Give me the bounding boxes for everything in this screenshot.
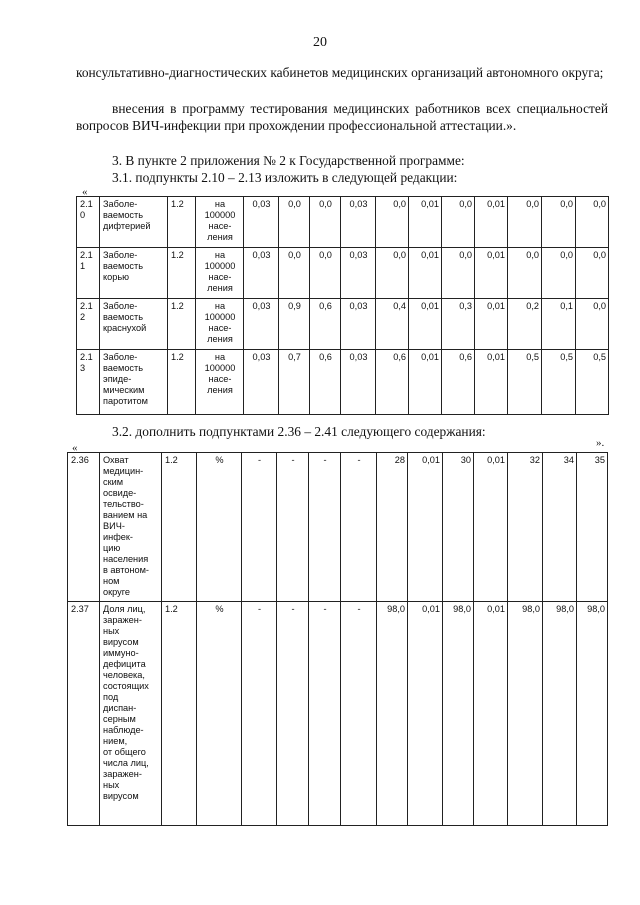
value-cell: 98,0 xyxy=(508,602,543,826)
value-cell: 0,03 xyxy=(341,197,376,248)
value-cell: 0,7 xyxy=(279,350,310,415)
table-row xyxy=(77,197,609,248)
value-cell: 0,01 xyxy=(409,197,442,248)
value-cell: 0,01 xyxy=(475,299,508,350)
intro-paragraph-2: внесения в программу тестирования медицинских работников всех специальностей вопросов ВИЧ-инфекции при прохождении профессиональной аттестации.». xyxy=(76,101,608,133)
row-number-cell: 2.11 xyxy=(77,248,100,299)
value-cell: 0,03 xyxy=(244,350,279,415)
value-cell: 0,01 xyxy=(408,453,443,602)
row-number-cell: 2.10 xyxy=(77,197,100,248)
code-cell: 1.2 xyxy=(168,197,196,248)
value-cell: 30 xyxy=(443,453,474,602)
table-row xyxy=(77,299,609,350)
unit-cell: % xyxy=(197,602,242,826)
value-cell: 0,6 xyxy=(310,350,341,415)
value-cell: 0,5 xyxy=(508,350,542,415)
value-cell: - xyxy=(309,602,341,826)
value-cell: 98,0 xyxy=(543,602,577,826)
open-quote-1: « xyxy=(82,186,88,198)
value-cell: 0,03 xyxy=(341,350,376,415)
unit-cell: на 100000 насе- ления xyxy=(196,350,244,415)
value-cell: - xyxy=(277,602,309,826)
table-row xyxy=(77,350,609,415)
code-cell: 1.2 xyxy=(162,602,197,826)
table-subsections-2-36-2-41 xyxy=(67,452,608,826)
value-cell: 0,0 xyxy=(279,248,310,299)
value-cell: 0,0 xyxy=(279,197,310,248)
value-cell: 0,01 xyxy=(409,350,442,415)
value-cell: 98,0 xyxy=(577,602,608,826)
close-quote-1: ». xyxy=(596,437,605,449)
value-cell: 0,0 xyxy=(376,248,409,299)
value-cell: 0,5 xyxy=(576,350,609,415)
value-cell: - xyxy=(309,453,341,602)
value-cell: 0,0 xyxy=(576,248,609,299)
value-cell: - xyxy=(277,453,309,602)
intro-paragraph-5: 3.2. дополнить подпунктами 2.36 – 2.41 следующего содержания: xyxy=(112,424,486,439)
row-number-cell: 2.37 xyxy=(68,602,100,826)
page-number: 20 xyxy=(313,35,327,50)
value-cell: - xyxy=(341,602,377,826)
value-cell: 28 xyxy=(377,453,408,602)
value-cell: 0,1 xyxy=(542,299,576,350)
code-cell: 1.2 xyxy=(168,248,196,299)
row-number-cell: 2.12 xyxy=(77,299,100,350)
value-cell: 0,3 xyxy=(442,299,475,350)
value-cell: 0,0 xyxy=(576,299,609,350)
value-cell: 0,0 xyxy=(508,248,542,299)
indicator-name-cell: Заболе- ваемость дифтерией xyxy=(100,197,168,248)
value-cell: 0,0 xyxy=(310,197,341,248)
indicator-name-cell: Охват медицин- ским освиде- тельство- ванием на ВИЧ- инфек- цию населения в автоном- ном округе xyxy=(100,453,162,602)
table-row xyxy=(68,602,608,826)
value-cell: 0,0 xyxy=(542,197,576,248)
value-cell: 0,4 xyxy=(376,299,409,350)
value-cell: 0,01 xyxy=(409,299,442,350)
value-cell: 32 xyxy=(508,453,543,602)
table-row xyxy=(77,248,609,299)
value-cell: 0,0 xyxy=(542,248,576,299)
value-cell: 0,03 xyxy=(341,248,376,299)
code-cell: 1.2 xyxy=(162,453,197,602)
code-cell: 1.2 xyxy=(168,299,196,350)
intro-paragraph-1: консультативно-диагностических кабинетов медицинских организаций автономного округа; xyxy=(76,65,604,80)
value-cell: 98,0 xyxy=(377,602,408,826)
value-cell: 0,0 xyxy=(376,197,409,248)
value-cell: - xyxy=(242,602,277,826)
value-cell: 35 xyxy=(577,453,608,602)
value-cell: 0,01 xyxy=(475,197,508,248)
value-cell: 0,6 xyxy=(310,299,341,350)
value-cell: 0,01 xyxy=(474,602,508,826)
value-cell: 0,0 xyxy=(442,197,475,248)
open-quote-2: « xyxy=(72,442,78,454)
value-cell: 0,0 xyxy=(310,248,341,299)
code-cell: 1.2 xyxy=(168,350,196,415)
value-cell: 0,01 xyxy=(409,248,442,299)
unit-cell: на 100000 насе- ления xyxy=(196,299,244,350)
table-subsections-2-10-2-13 xyxy=(76,196,609,415)
value-cell: 98,0 xyxy=(443,602,474,826)
row-number-cell: 2.36 xyxy=(68,453,100,602)
value-cell: 0,6 xyxy=(376,350,409,415)
unit-cell: % xyxy=(197,453,242,602)
value-cell: - xyxy=(242,453,277,602)
value-cell: 0,03 xyxy=(244,248,279,299)
value-cell: 0,03 xyxy=(244,197,279,248)
value-cell: 0,9 xyxy=(279,299,310,350)
value-cell: - xyxy=(341,453,377,602)
value-cell: 0,01 xyxy=(408,602,443,826)
unit-cell: на 100000 насе- ления xyxy=(196,197,244,248)
value-cell: 0,01 xyxy=(475,248,508,299)
value-cell: 0,6 xyxy=(442,350,475,415)
indicator-name-cell: Доля лиц, заражен- ных вирусом иммуно- дефицита человека, состоящих под диспан- серным наблюде- нием, от общего числа лиц, заражен- ных вирусом xyxy=(100,602,162,826)
value-cell: 0,0 xyxy=(576,197,609,248)
unit-cell: на 100000 насе- ления xyxy=(196,248,244,299)
value-cell: 0,5 xyxy=(542,350,576,415)
indicator-name-cell: Заболе- ваемость корью xyxy=(100,248,168,299)
intro-paragraph-3: 3. В пункте 2 приложения № 2 к Государственной программе: xyxy=(112,153,465,168)
row-number-cell: 2.13 xyxy=(77,350,100,415)
table-row xyxy=(68,453,608,602)
indicator-name-cell: Заболе- ваемость эпиде- мическим паротитом xyxy=(100,350,168,415)
value-cell: 0,03 xyxy=(244,299,279,350)
value-cell: 0,0 xyxy=(442,248,475,299)
value-cell: 0,2 xyxy=(508,299,542,350)
value-cell: 0,01 xyxy=(474,453,508,602)
intro-paragraph-4: 3.1. подпункты 2.10 – 2.13 изложить в следующей редакции: xyxy=(112,170,458,185)
value-cell: 0,03 xyxy=(341,299,376,350)
value-cell: 0,01 xyxy=(475,350,508,415)
value-cell: 34 xyxy=(543,453,577,602)
indicator-name-cell: Заболе- ваемость краснухой xyxy=(100,299,168,350)
value-cell: 0,0 xyxy=(508,197,542,248)
